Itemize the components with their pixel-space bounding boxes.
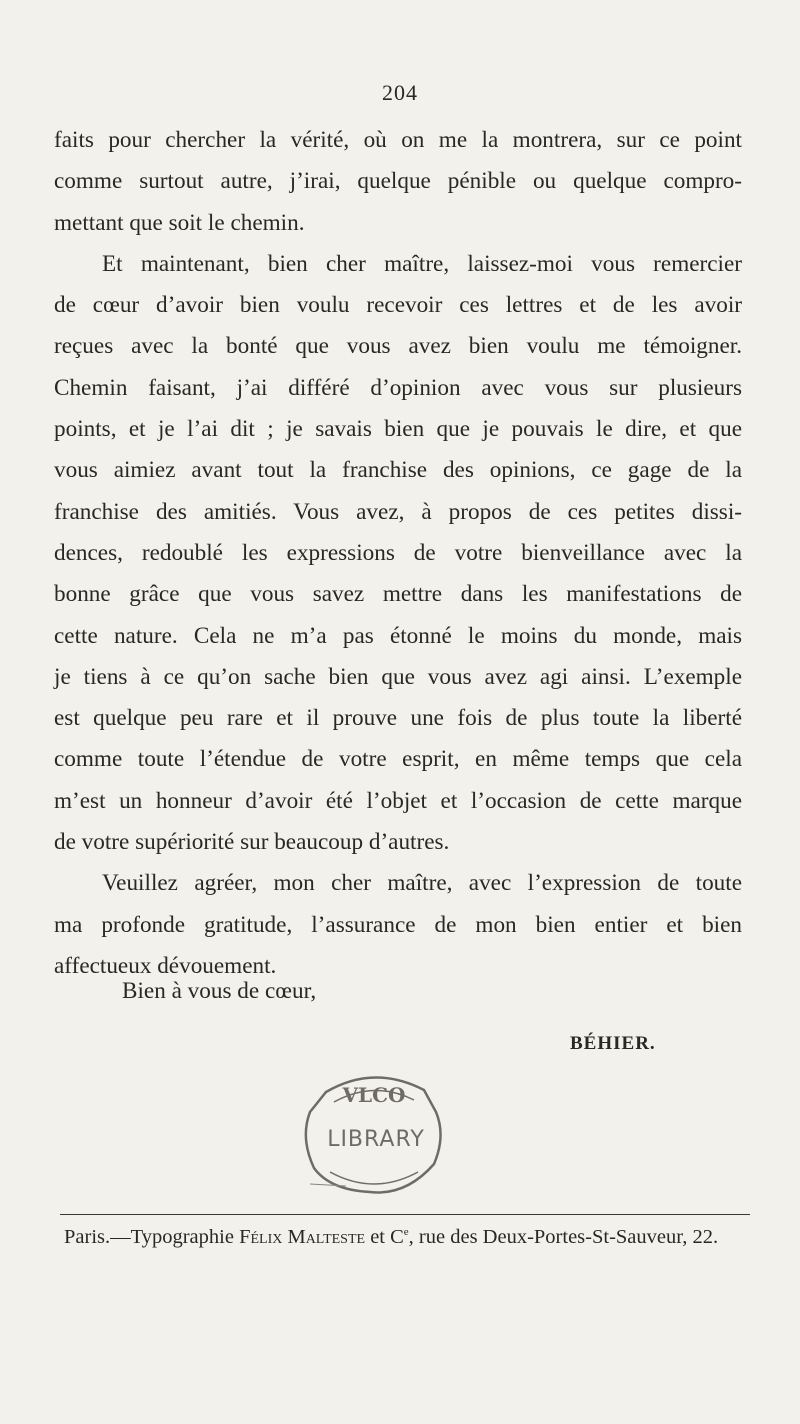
- text-line: points, et je l’ai dit ; je savais bien que je pouvais le dire, et que: [54, 416, 742, 443]
- letter-body: [54, 120, 742, 987]
- text-line: bonne grâce que vous savez mettre dans les manifestations de: [54, 581, 742, 608]
- imprint-suffix: , rue des Deux-Portes-St-Sauveur, 22.: [408, 1226, 719, 1248]
- text-line: dences, redoublé les expressions de votre bienveillance avec la: [54, 539, 742, 566]
- library-stamp-icon: [296, 1072, 452, 1198]
- text-line: Chemin faisant, j’ai différé d’opinion avec vous sur plusieurs: [54, 374, 742, 401]
- text-line: affectueux dévouement.: [54, 952, 277, 979]
- text-line: je tiens à ce qu’on sache bien que vous avez agi ainsi. L’exemple: [54, 663, 742, 690]
- text-line: ma profonde gratitude, l’assurance de mon bien entier et bien: [54, 911, 742, 938]
- page-number: 204: [382, 80, 418, 105]
- text-line: comme surtout autre, j’irai, quelque pénible ou quelque compro-: [54, 168, 742, 195]
- text-line: faits pour chercher la vérité, où on me la montrera, sur ce point: [54, 127, 742, 153]
- text-line: Et maintenant, bien cher maître, laissez-moi vous remercier: [102, 250, 742, 277]
- imprint-sup: e: [403, 1226, 409, 1239]
- closing-line: Bien à vous de cœur,: [122, 978, 317, 1004]
- imprint-printer: Félix Malteste: [239, 1226, 366, 1248]
- stamp-top-text: VLCO: [342, 1083, 406, 1107]
- text-line: franchise des amitiés. Vous avez, à propos de ces petites dissi-: [54, 498, 742, 525]
- imprint-mid: et C: [365, 1226, 404, 1248]
- text-line: vous aimiez avant tout la franchise des opinions, ce gage de la: [54, 457, 742, 484]
- text-line: comme toute l’étendue de votre esprit, en même temps que cela: [54, 746, 742, 773]
- printer-imprint: [64, 1226, 754, 1249]
- stamp-label: LIBRARY: [327, 1127, 425, 1152]
- signature: BÉHIER.: [570, 1033, 656, 1054]
- text-line: de votre supériorité sur beaucoup d’autres.: [54, 829, 450, 856]
- text-line: de cœur d’avoir bien voulu recevoir ces lettres et de les avoir: [54, 292, 742, 319]
- text-line: mettant que soit le chemin.: [54, 209, 305, 236]
- text-line: Veuillez agréer, mon cher maître, avec l’expression de toute: [102, 870, 742, 897]
- text-line: est quelque peu rare et il prouve une fois de plus toute la liberté: [54, 705, 742, 732]
- imprint-prefix: Paris.—Typographie: [64, 1226, 240, 1248]
- text-line: cette nature. Cela ne m’a pas étonné le moins du monde, mais: [54, 622, 742, 649]
- footer-rule: [60, 1214, 750, 1215]
- text-line: m’est un honneur d’avoir été l’objet et l’occasion de cette marque: [54, 787, 742, 814]
- text-line: reçues avec la bonté que vous avez bien voulu me témoigner.: [54, 333, 742, 360]
